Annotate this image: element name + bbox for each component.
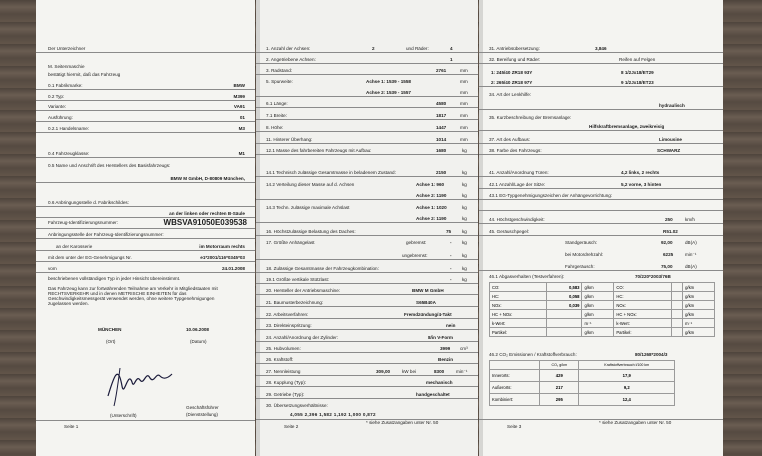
emission-cell-v: 0,039 xyxy=(547,301,582,310)
doors-label: 41. Anzahl/Anordnung Türen: xyxy=(489,170,549,175)
axle-distribution-label: 14.2 Verteilung dieser Masse auf d. Achsen xyxy=(266,182,355,187)
gear-ratios-label: 30. Übersetzungsverhältnisse: xyxy=(266,403,328,408)
page-number-1: Seite 1 xyxy=(64,424,79,429)
co2-cell: 295 xyxy=(540,394,579,406)
power-rpm-value: 8300 xyxy=(434,369,445,374)
co2-header-cell xyxy=(490,361,540,370)
emission-cell-v2 xyxy=(671,328,682,337)
co2-header-cell: Kraftstoffverbrauch l/100 km xyxy=(579,361,675,370)
brake-value: Hilfskraftbremsanlage, zweikreisig xyxy=(589,124,665,129)
co2-cell: 429 xyxy=(540,370,579,382)
emission-row xyxy=(490,310,715,319)
power-label: 27. Nennleistung xyxy=(266,369,301,374)
wheelbase-value: 2761 xyxy=(436,68,447,73)
color-value: SCHWARZ xyxy=(657,148,681,153)
emission-cell-u: g/km xyxy=(582,292,614,301)
gearbox-value: handgeschaltet xyxy=(416,392,450,397)
vertical-load-label: 19.1 Größte vertikale Stützlast: xyxy=(266,277,330,282)
make-label: 0.1 Fabrikmarke: xyxy=(48,83,83,88)
width-value: 1817 xyxy=(436,113,447,118)
co2-cell: 17,9 xyxy=(579,370,675,382)
color-label: 38. Farbe des Fahrzeugs: xyxy=(489,148,542,153)
emission-cell-l: NOx: xyxy=(490,301,547,310)
max-speed-value: 250 xyxy=(665,217,673,222)
tyres-value: Reifen auf Felgen xyxy=(619,57,656,62)
max-speed-label: 44. Höchstgeschwindigkeit: xyxy=(489,217,545,222)
category-label: 0.4 Fahrzeugklasse: xyxy=(48,151,90,156)
axles-value: 2 xyxy=(372,46,375,51)
co2-cell: 217 xyxy=(540,382,579,394)
coupling-label: 43.1 EG-Typgenehmigungszeichen der Anhängevorrichtung: xyxy=(489,193,613,198)
fuel-label: 26. Kraftstoff: xyxy=(266,357,294,362)
emission-row xyxy=(490,328,715,337)
exhaust-value: 70/220*2003/76B xyxy=(635,274,671,279)
working-principle-value: Fremdzündung/4-Takt xyxy=(404,312,452,317)
vin-value: WBSVA91050E039538 xyxy=(163,218,247,227)
mass-label: 12.1 Masse des fahrbereiten Fahrzeugs mit Aufbau: xyxy=(266,148,372,153)
plate-location-label: 0.6 Anbringungsstelle d. Fabrikschildes: xyxy=(48,200,129,205)
emission-cell-l: Partikel: xyxy=(490,328,547,337)
track-label: 5. Spurweite: xyxy=(266,79,293,84)
emission-cell-v: 0,058 xyxy=(547,292,582,301)
wheelbase-label: 3. Radstand: xyxy=(266,68,293,73)
noise-rpm-label: bei Motordrehzahl: xyxy=(565,252,604,257)
body-value: Limousine xyxy=(659,137,682,142)
emission-cell-v2 xyxy=(671,283,682,292)
coc-page-2: 1. Anzahl der Achsen: 2 und Räder: 4 2. Angetriebene Achsen: 1 3. Radstand: 2761 mm 5. Spurweite: Achse 1: 1539 - 1558 mm Achse 2: 1539 - 1557 mm 6.1 Länge: 4580 mm 7.1 Breite: 1817 mm 8. Höhe: 1447 mm 11. Hinterer Überhang: 1014 mm 12.1 Masse des fahrbereiten Fahrzeugs mit Aufbau: 1680 kg 14.1 Technisch zulässige Gesamtmasse in beladenem Zustand: 2150 kg 14.2 Verteilung dieser Masse auf d. Achsen Achse 1: 960 kg Achse 2: 1190 kg 14.3 Techn. zulässige maximale Achslast Achse 1: 1020 kg Achse 2: 1190 kg 16. Höchstzulässige Belastung des Daches: 75 kg 17. Größte Anhängelast gebremst: - kg ungebremst: - kg 18. Zulässige Gesamtmasse der Fahrzeugkombination: - kg 19.1 Größte vertikale Stützlast: - kg 20. Hersteller der Antriebsmaschine: BMW M GmbH 21. Baumusterbezeichnung: S65B40A 22. Arbeitsverfahren: Fremdzündung/4-Takt 23. Direkteinspritzung: nein 24. Anzahl/Anordnung der Zylinder: 8/in V-Form 25. Hubvolumen: 3999 cm³ 26. Kraftstoff: Benzin 27. Nennleistung 309,00 kW bei 8300 min⁻¹ 28. Kupplung (Typ): mechanisch 29. Getriebe (Typ): handgeschaltet 30. Übersetzungsverhältnisse: 4,055 2,396 1,582 1,192 1,000 0,872 Seite 2 * siehe Zusatzangaben unter Nr. 50 xyxy=(256,0,478,456)
emission-cell-l: k-Wert: xyxy=(490,319,547,328)
footnote-2: * siehe Zusatzangaben unter Nr. 50 xyxy=(366,420,439,425)
variant-value: VA91 xyxy=(233,104,245,109)
stationary-noise-label: Standgeräusch: xyxy=(565,240,598,245)
co2-row xyxy=(490,370,675,382)
engine-mfr-value: BMW M GmbH xyxy=(412,288,444,293)
approval-value: e1*2001/116*0345*03 xyxy=(200,255,245,260)
emission-cell-l: HC + NOx: xyxy=(490,310,547,319)
emission-cell-l2: NOx: xyxy=(614,301,671,310)
direct-injection-value: nein xyxy=(446,323,456,328)
emission-cell-u2: g/km xyxy=(683,292,715,301)
tech-axle-1: Achse 1: 1020 xyxy=(416,205,447,210)
rim-axle-2: 9 1/2Jx18/ET23 xyxy=(621,80,654,85)
co2-cell: 9,2 xyxy=(579,382,675,394)
rim-axle-1: 8 1/2Jx18/ET29 xyxy=(621,70,654,75)
emission-table xyxy=(489,282,715,337)
emission-cell-u: g/km xyxy=(582,301,614,310)
type-value: M399 xyxy=(233,94,245,99)
brake-label: 35. Kurzbeschreibung der Bremsanlage: xyxy=(489,115,572,120)
power-value: 309,00 xyxy=(376,369,391,374)
length-value: 4580 xyxy=(436,101,447,106)
role-value: Geschäftsführer xyxy=(186,405,219,410)
co2-label: 46.2 CO₂ Emissionen / Kraftstoffverbrauch: xyxy=(489,352,577,357)
date-caption: (Datum) xyxy=(190,339,207,344)
braked-value: - xyxy=(450,240,452,245)
approval-label: mit dem unter der EG-Genehmigungs Nr. xyxy=(48,255,132,260)
overhang-value: 1014 xyxy=(436,137,447,142)
emission-cell-u: m⁻¹ xyxy=(582,319,614,328)
emission-cell-v2 xyxy=(671,292,682,301)
emission-cell-v xyxy=(547,328,582,337)
conformity-statement: beschriebenen vollständigen Typ in jeder Hinsicht übereinstimmt. xyxy=(48,276,181,281)
variant-label: Variante: xyxy=(48,104,67,109)
emission-cell-l2: HC: xyxy=(614,292,671,301)
type-label: 0.2 Typ: xyxy=(48,94,65,99)
steering-label: 34. Art der Lenkhilfe: xyxy=(489,92,532,97)
clutch-value: mechanisch xyxy=(426,380,453,385)
co2-cell: Außerorts: xyxy=(490,382,540,394)
width-label: 7.1 Breite: xyxy=(266,113,287,118)
coc-page-3: 31. Antriebsübersetzung: 3,846 32. Bereifung und Räder: Reifen auf Felgen 1: 245/40 ZR18 93Y 8 1/2Jx18/ET29 2: 265/40 ZR18 97Y 9 1/2Jx18/ET23 34. Art der Lenkhilfe: hydraulisch 35. Kurzbeschreibung der Bremsanlage: Hilfskraftbremsanlage, zweikreisig 37. Art des Aufbaus: Limousine 38. Farbe des Fahrzeugs: SCHWARZ 41. Anzahl/Anordnung Türen: 4,2 links, 2 rechts 42.1 Anzahl/Lage der Sitze: 5,2 vorne, 3 hinten 43.1 EG-Typgenehmigungszeichen der Anhängevorrichtung: 44. Höchstgeschwindigkeit: 250 km/h 45. Geräuschpegel: R51.02 Standgeräusch: 92,00 dB(A) bei Motordrehzahl: 6225 min⁻¹ Fahrgeräusch: 75,00 dB(A) 46.1 Abgasverhalten (Testverfahren): 70/220*2003/76B CO: 0,583 g/km CO: g/km HC: 0,058 g/km HC: g/km NOx: 0,039 g/km NOx: g/km HC + NOx: g/km HC + NOx: g/km k-Wert: m⁻¹ k-Wert: m⁻¹ Partikel: g/km Partikel: g/km 46.2 CO₂ Emissionen / Kraftstoffverbrauch: 80/1268*2004/3 CO₂ g/km Kraftstoffverbrauch l/100 km Innerorts: 429 17,9 Außerorts: 217 9,2 Kombiniert: 295 12,4 Seite 3 * siehe Zusatzangaben unter Nr. 50 xyxy=(479,0,723,456)
plate-location-value: an der linken oder rechten B-Säule xyxy=(169,211,245,216)
emission-cell-u: g/km xyxy=(582,310,614,319)
combo-mass-value: - xyxy=(450,266,452,271)
tpmm-value: 2150 xyxy=(436,170,447,175)
final-drive-label: 31. Antriebsübersetzung: xyxy=(489,46,540,51)
gearbox-label: 29. Getriebe (Typ): xyxy=(266,392,305,397)
emission-cell-u2: g/km xyxy=(683,310,715,319)
place-value: MÜNCHEN xyxy=(98,327,122,332)
length-label: 6.1 Länge: xyxy=(266,101,288,106)
doors-value: 4,2 links, 2 rechts xyxy=(621,170,660,175)
working-principle-label: 22. Arbeitsverfahren: xyxy=(266,312,309,317)
emission-cell-u: g/km xyxy=(582,283,614,292)
axle-distribution-1: Achse 1: 960 xyxy=(416,182,445,187)
tech-axle-label: 14.3 Techn. zulässige maximale Achslast xyxy=(266,205,350,210)
steering-value: hydraulisch xyxy=(659,103,685,108)
emission-cell-l: HC: xyxy=(490,292,547,301)
co2-cell: 12,4 xyxy=(579,394,675,406)
intro-text: bestätigt hiermit, daß das Fahrzeug xyxy=(48,72,121,77)
stationary-noise-value: 92,00 xyxy=(661,240,673,245)
manufacturer-value: BMW M GmbH, D-80809 München, xyxy=(170,176,245,181)
unbraked-value: - xyxy=(450,253,452,258)
emission-cell-v xyxy=(547,310,582,319)
emission-cell-v2 xyxy=(671,301,682,310)
tyre-axle-2: 2: 265/40 ZR18 97Y xyxy=(491,80,533,85)
axles-label: 1. Anzahl der Achsen: xyxy=(266,46,311,51)
co2-row xyxy=(490,394,675,406)
body-label: 37. Art des Aufbaus: xyxy=(489,137,531,142)
tech-axle-2: Achse 2: 1190 xyxy=(416,216,447,221)
co2-row xyxy=(490,382,675,394)
co2-header-row xyxy=(490,361,675,370)
tradename-value: M3 xyxy=(238,126,245,131)
direct-injection-label: 23. Direkteinspritzung: xyxy=(266,323,312,328)
overhang-label: 11. Hinterer Überhang: xyxy=(266,137,313,142)
approval-date: 24.01.2008 xyxy=(222,266,245,271)
emission-cell-v: 0,583 xyxy=(547,283,582,292)
vin-location-label: Anbringungsstelle der Fahrzeug-Identifizierungsnummer: xyxy=(48,232,164,237)
emission-row xyxy=(490,319,715,328)
coc-page-1 xyxy=(36,0,255,456)
engine-code-value: S65B40A xyxy=(416,300,436,305)
emission-cell-v2 xyxy=(671,319,682,328)
track-axle-2: Achse 2: 1539 - 1557 xyxy=(366,90,411,95)
driven-axles-value: 1 xyxy=(450,57,453,62)
noise-value: R51.02 xyxy=(663,229,678,234)
cylinders-value: 8/in V-Form xyxy=(428,335,454,340)
gear-ratios-values: 4,055 2,396 1,582 1,192 1,000 0,872 xyxy=(290,412,376,417)
track-axle-1: Achse 1: 1539 - 1558 xyxy=(366,79,411,84)
emission-cell-l2: k-Wert: xyxy=(614,319,671,328)
place-caption: (Ort) xyxy=(106,339,116,344)
emission-cell-l: CO: xyxy=(490,283,547,292)
co2-cell: Innerorts: xyxy=(490,370,540,382)
roof-load-value: 75 xyxy=(446,229,452,234)
signer-name: M. Seitenmaschie xyxy=(48,64,85,69)
trailer-label: 17. Größte Anhängelast xyxy=(266,240,315,245)
wheels-value: 4 xyxy=(450,46,453,51)
roof-load-label: 16. Höchstzulässige Belastung des Daches: xyxy=(266,229,356,234)
height-value: 1447 xyxy=(436,125,447,130)
emission-cell-u: g/km xyxy=(582,328,614,337)
emission-row xyxy=(490,301,715,310)
unbraked-label: ungebremst: xyxy=(402,253,428,258)
version-value: 01 xyxy=(239,115,245,120)
exhaust-label: 46.1 Abgasverhalten (Testverfahren): xyxy=(489,274,565,279)
page-number-2: Seite 2 xyxy=(284,424,299,429)
driven-axles-label: 2. Angetriebene Achsen: xyxy=(266,57,316,62)
displacement-label: 25. Hubvolumen: xyxy=(266,346,301,351)
vertical-load-value: - xyxy=(450,277,452,282)
emission-cell-v xyxy=(547,319,582,328)
emission-cell-u2: m⁻¹ xyxy=(683,319,715,328)
displacement-value: 3999 xyxy=(440,346,451,351)
emission-row xyxy=(490,283,715,292)
co2-table xyxy=(489,360,675,406)
final-drive-value: 3,846 xyxy=(595,46,607,51)
handwritten-signature xyxy=(104,356,174,408)
tyres-label: 32. Bereifung und Räder: xyxy=(489,57,541,62)
vin-label: Fahrzeug-Identifizierungsnummer: xyxy=(48,220,118,225)
emission-cell-v2 xyxy=(671,310,682,319)
vin-location-left: an der Karosserie xyxy=(56,244,93,249)
engine-code-label: 21. Baumusterbezeichnung: xyxy=(266,300,324,305)
vin-location-right: im Motorraum rechts xyxy=(199,244,245,249)
combo-mass-label: 18. Zulässige Gesamtmasse der Fahrzeugkombination: xyxy=(266,266,379,271)
noise-label: 45. Geräuschpegel: xyxy=(489,229,530,234)
emission-row xyxy=(490,292,715,301)
fuel-value: Benzin xyxy=(438,357,454,362)
drive-noise-value: 75,00 xyxy=(661,264,673,269)
height-label: 8. Höhe: xyxy=(266,125,284,130)
category-value: M1 xyxy=(238,151,245,156)
tyre-axle-1: 1: 245/40 ZR18 93Y xyxy=(491,70,533,75)
drive-noise-label: Fahrgeräusch: xyxy=(565,264,595,269)
approval-date-prefix: vom xyxy=(48,266,57,271)
emission-cell-u2: g/km xyxy=(683,301,715,310)
seats-label: 42.1 Anzahl/Lage der Sitze: xyxy=(489,182,546,187)
mass-value: 1680 xyxy=(436,148,447,153)
emission-cell-u2: g/km xyxy=(683,283,715,292)
make-value: BMW xyxy=(233,83,245,88)
cylinders-label: 24. Anzahl/Anordnung der Zylinder: xyxy=(266,335,339,340)
footnote-3: * siehe Zusatzangaben unter Nr. 50 xyxy=(599,420,672,425)
page-number-3: Seite 3 xyxy=(507,424,522,429)
emission-cell-l2: HC + NOx: xyxy=(614,310,671,319)
braked-label: gebremst: xyxy=(406,240,427,245)
signing-date: 10.06.2008 xyxy=(186,327,209,332)
noise-rpm-value: 6225 xyxy=(663,252,674,257)
co2-cell: Kombiniert: xyxy=(490,394,540,406)
undersigned-heading: Der Unterzeichner xyxy=(48,46,86,51)
seats-value: 5,2 vorne, 3 hinten xyxy=(621,182,662,187)
co2-value: 80/1268*2004/3 xyxy=(635,352,668,357)
clutch-label: 28. Kupplung (Typ): xyxy=(266,380,307,385)
role-caption: (Dienststellung) xyxy=(186,412,218,417)
emission-cell-l2: CO: xyxy=(614,283,671,292)
emission-cell-u2: g/km xyxy=(683,328,715,337)
signature-caption: (Unterschrift) xyxy=(110,413,137,418)
traffic-note: Das Fahrzeug kann zur fortwährenden Teilnahme am Verkehr in Mitgliedstaaten mit RECHTSVERKEHR und in denen METRISCHE EINHEITEN für das Geschwindigkeitsmessgerät verwendet werden, ohne weitere Typgenehmigungen zugelassen werden. xyxy=(48,286,218,306)
wheels-label: und Räder: xyxy=(406,46,429,51)
engine-mfr-label: 20. Hersteller der Antriebsmaschine: xyxy=(266,288,341,293)
tpmm-label: 14.1 Technisch zulässige Gesamtmasse in beladenem Zustand: xyxy=(266,170,396,175)
version-label: Ausführung: xyxy=(48,115,73,120)
axle-distribution-2: Achse 2: 1190 xyxy=(416,193,447,198)
tradename-label: 0.2.1 Handelsname: xyxy=(48,126,90,131)
co2-header-cell: CO₂ g/km xyxy=(540,361,579,370)
emission-cell-l2: Partikel: xyxy=(614,328,671,337)
manufacturer-label: 0.5 Name und Anschrift des Herstellers des Basisfahrzeugs: xyxy=(48,163,171,168)
